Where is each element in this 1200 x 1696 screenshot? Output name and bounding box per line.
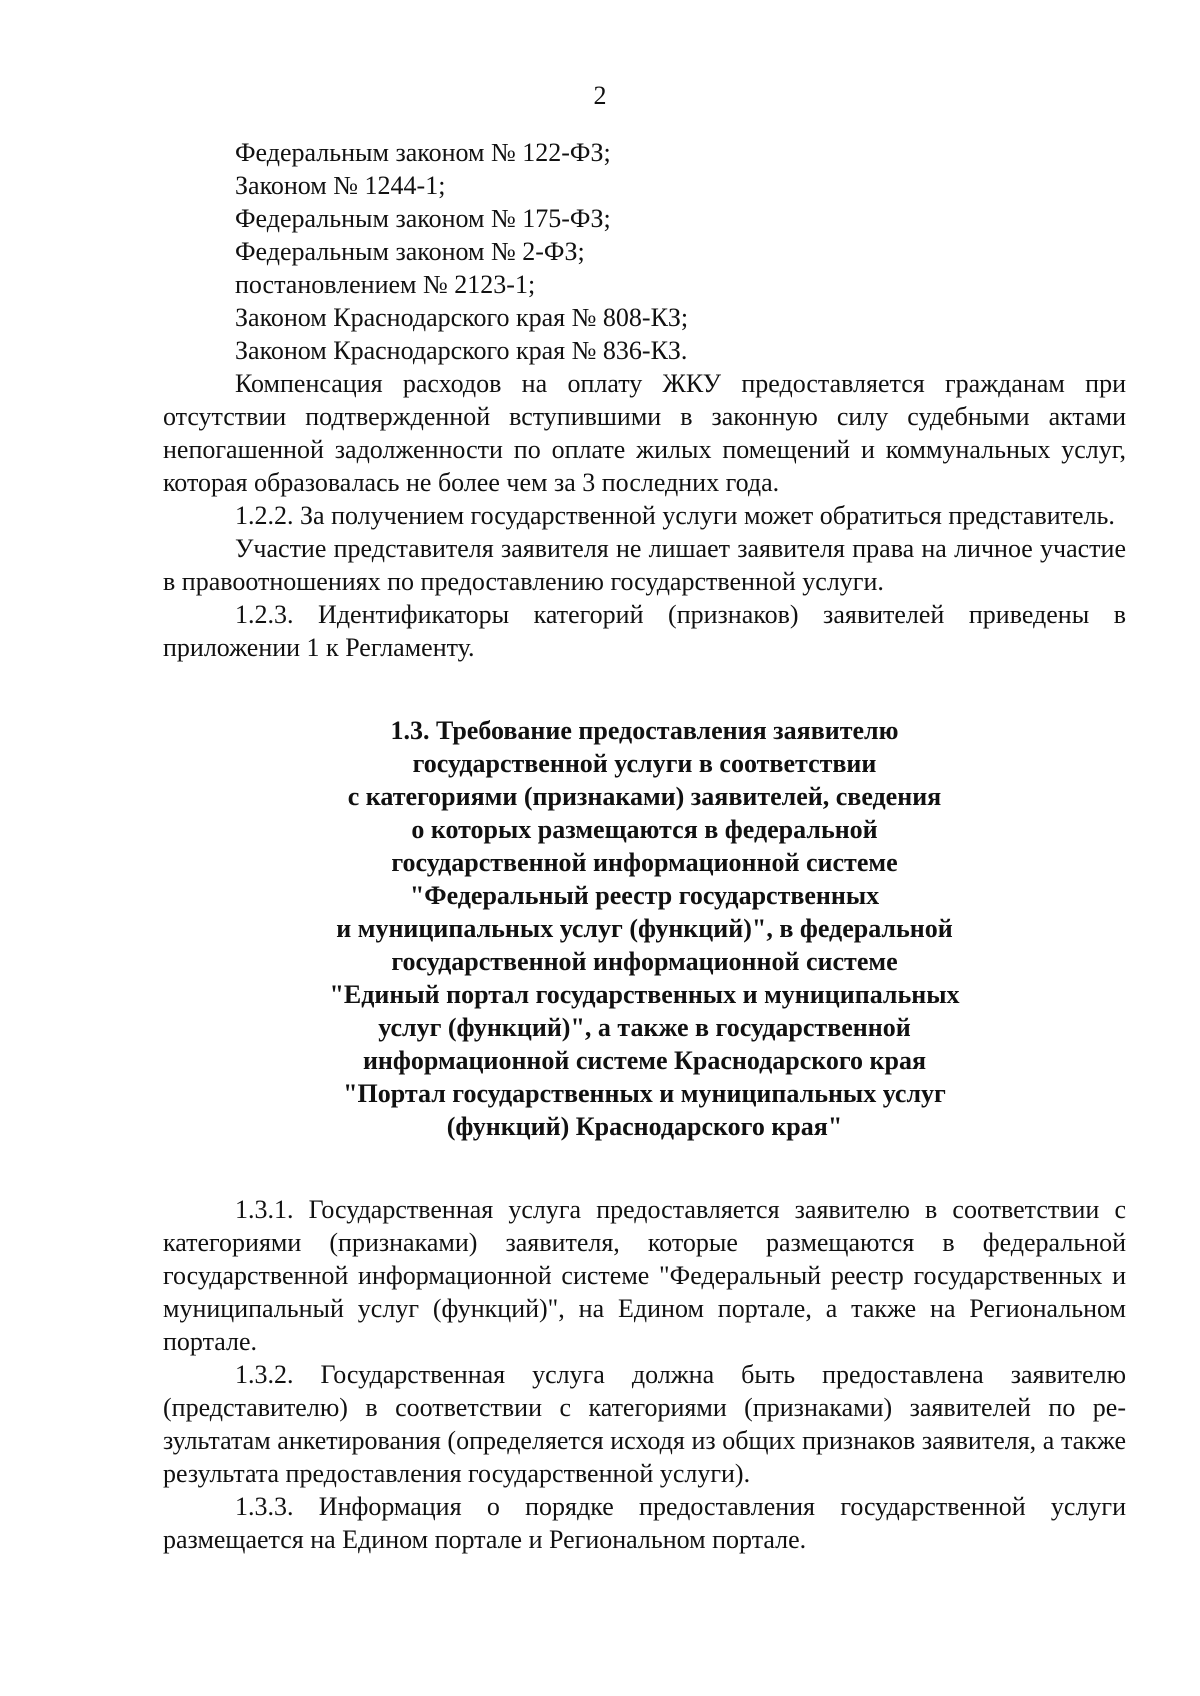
heading-line: (функций) Краснодарского края" <box>446 1112 843 1141</box>
heading-line: государственной информационной системе <box>391 848 898 877</box>
section-1-3-body <box>163 1193 1126 1556</box>
law-item: Законом Краснодарского края № 808-КЗ; <box>235 303 689 332</box>
law-list <box>163 136 1126 367</box>
heading-line: 1.3. Требование предоставления заявителю <box>390 716 899 745</box>
law-item: Федеральным законом № 175-ФЗ; <box>235 204 611 233</box>
paragraph-1-2-3: 1.2.3. Идентификаторы категорий (признаков) заявителей приведены в приложении 1 к Регламенту. <box>163 600 1126 662</box>
paragraph-representative: Участие представителя заявителя не лишает заявителя права на личное участие в правоотношениях по предоставлению государственной услуги. <box>163 534 1126 596</box>
heading-line: услуг (функций)", а также в государственной <box>378 1013 911 1042</box>
law-item: Федеральным законом № 2-ФЗ; <box>235 237 585 266</box>
page-number: 2 <box>593 81 607 110</box>
paragraph-1-2-2: 1.2.2. За получением государственной услуги может обратиться представитель. <box>235 501 1115 530</box>
section-heading-1-3 <box>163 714 1126 1143</box>
document-body <box>163 136 1126 1556</box>
heading-line: информационной системе Краснодарского края <box>362 1046 927 1075</box>
heading-line: "Портал государственных и муниципальных услуг <box>343 1079 946 1108</box>
heading-line: государственной услуги в соответствии <box>412 749 877 778</box>
paragraph-1-3-3: 1.3.3. Информация о порядке предоставления государственной услуги размещается на Едином портале и Региональном портале. <box>163 1492 1126 1554</box>
paragraph-1-3-2: 1.3.2. Государственная услуга должна быть предоставлена заявителю (представителю) в соответствии с категориями (признаками) заявителей по результатам анкетирования (определяется исходя из общих признаков заявителя, а также результата предоставления государственной услуги). <box>163 1360 1126 1488</box>
heading-line: "Единый портал государственных и муниципальных <box>329 980 960 1009</box>
heading-line: "Федеральный реестр государственных <box>409 881 880 910</box>
heading-line: о которых размещаются в федеральной <box>411 815 878 844</box>
heading-line: и муниципальных услуг (функций)", в федеральной <box>336 914 953 943</box>
law-item: постановлением № 2123-1; <box>235 270 536 299</box>
paragraph-1-3-1: 1.3.1. Государственная услуга предоставляется заявителю в соответствии с категориями (признаками) заявителя, которые размещаются в федеральной государственной информационной системе "Федеральный реестр государственных и муниципальный услуг (функций)", на Едином портале, а также на Региональном портале. <box>163 1195 1126 1356</box>
law-item: Федеральным законом № 122-ФЗ; <box>235 138 611 167</box>
heading-line: с категориями (признаками) заявителей, сведения <box>347 782 942 811</box>
law-item: Законом Краснодарского края № 836-КЗ. <box>235 336 688 365</box>
heading-line: государственной информационной системе <box>391 947 898 976</box>
paragraph-compensation: Компенсация расходов на оплату ЖКУ предоставляется гражданам при отсутствии подтвержденной вступившими в законную силу судебными актами непогашенной задолженности по оплате жилых помещений и коммунальных услуг, которая образовалась не более чем за 3 последних года. <box>163 369 1126 497</box>
law-item: Законом № 1244-1; <box>235 171 446 200</box>
